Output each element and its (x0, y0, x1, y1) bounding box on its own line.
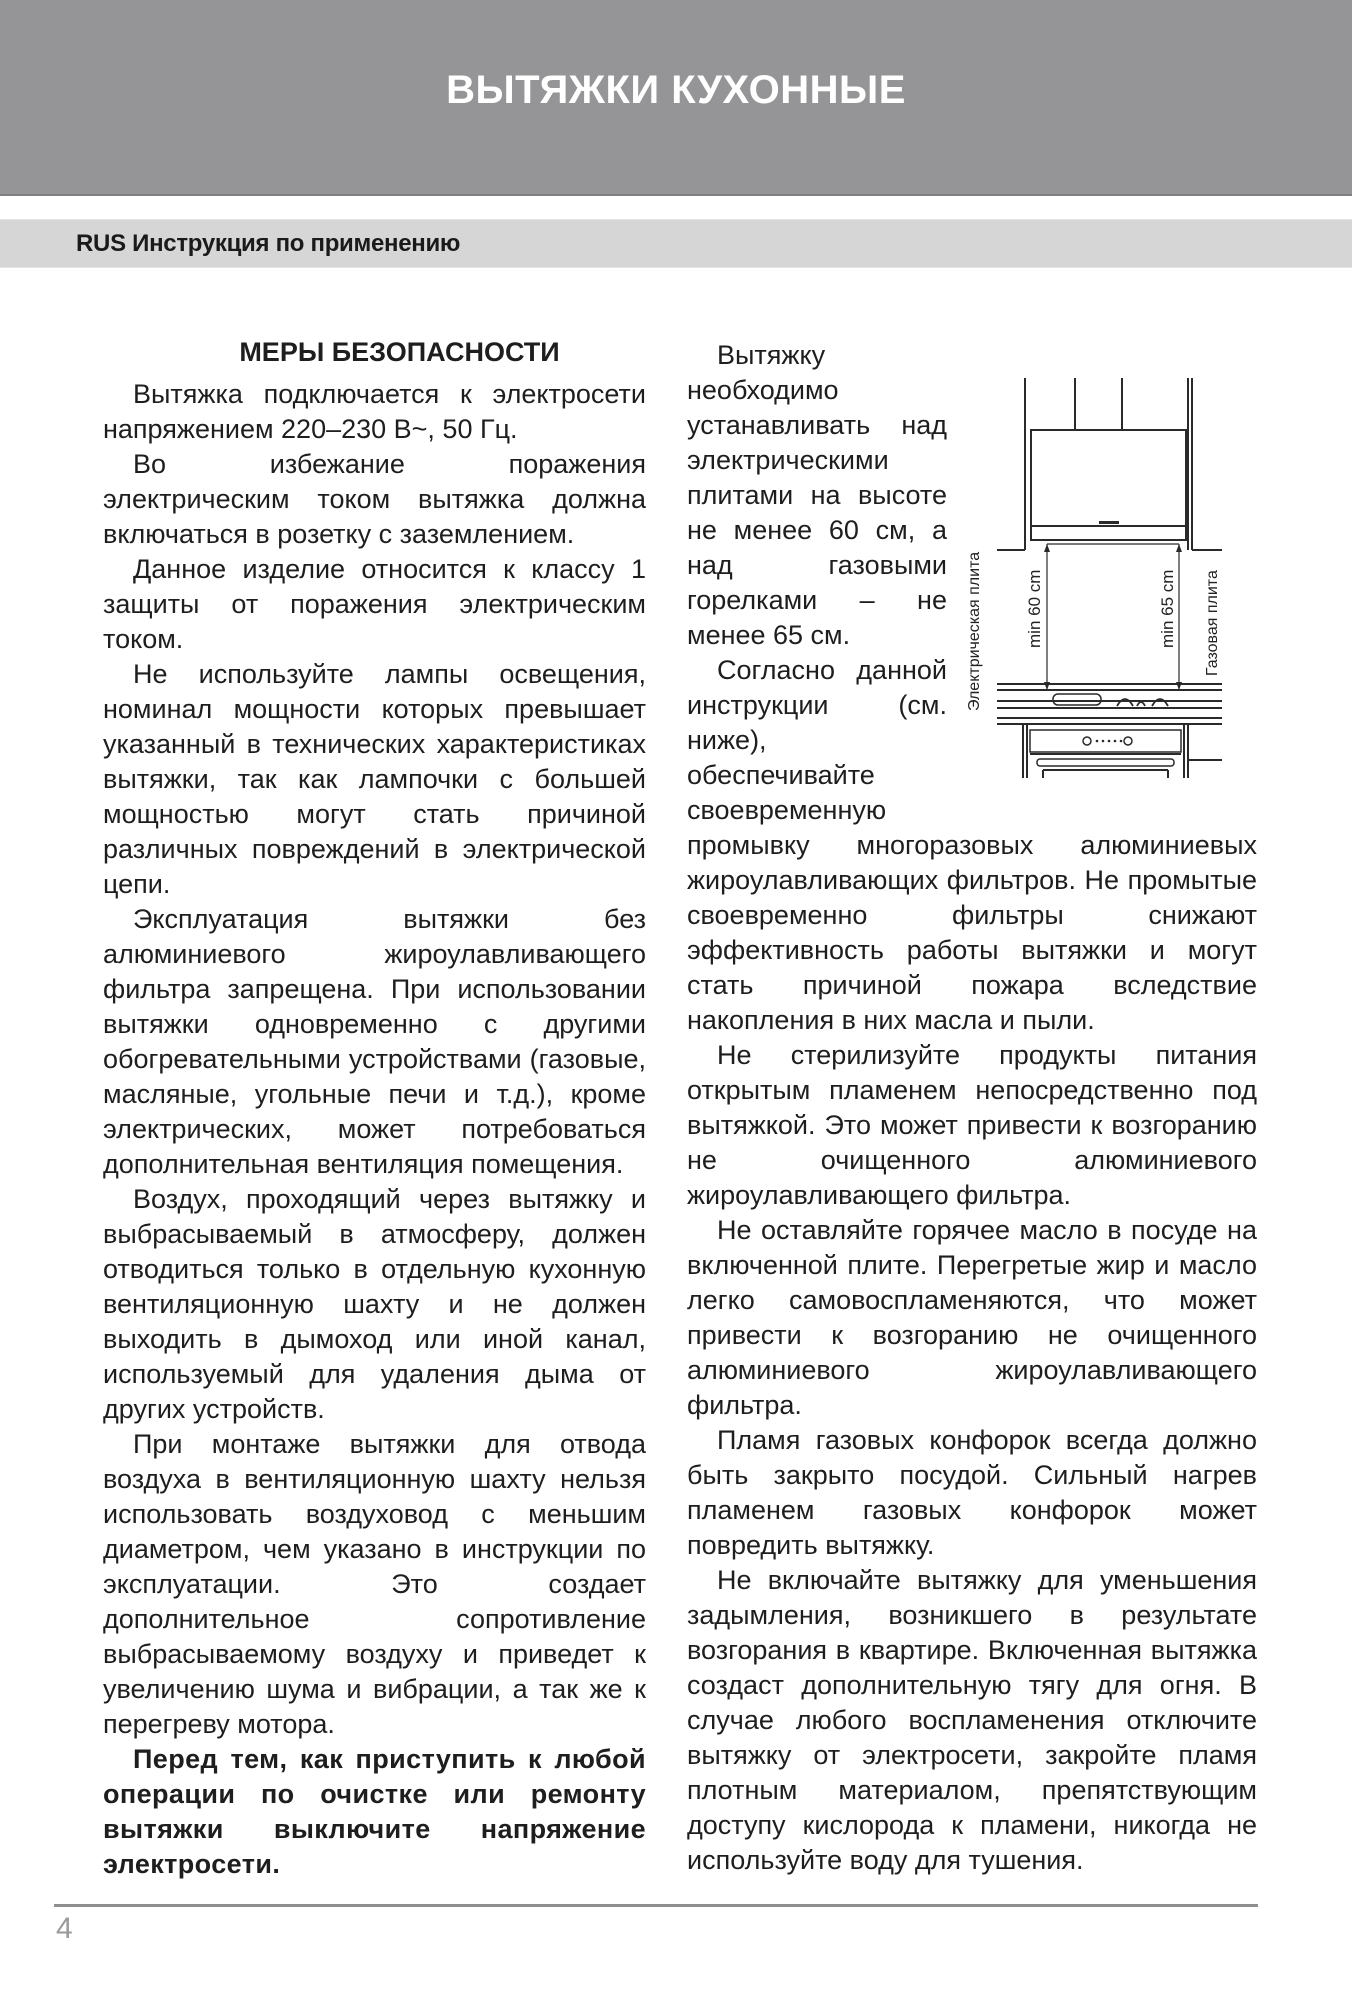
paragraph: При монтаже вытяжки для отвода воздуха в вентиляционную шахту нельзя использовать воздуховод с меньшим диаметром, чем указано в инструкции по эксплуатации. Это создает дополнительное сопротивление выбрасываемому воздуху и приведет к увеличению шума и вибрации, а так же к перегреву мотора. (103, 1429, 646, 1739)
paragraph: Согласно данной инструкции (см. ниже), обеспечивайте своевременную промывку многоразовых алюминиевых жироулавливающих фильтров. Не промытые своевременно фильтры снижают эффективность работы вытяжки и могут стать причиной пожара вследствие накопления в них масла и пыли. (687, 655, 1257, 1035)
dimension-label-65: min 65 cm (1158, 569, 1177, 648)
oven-control-panel (1030, 730, 1181, 752)
oven-dot (1120, 740, 1123, 743)
oven-dot (1114, 740, 1117, 743)
paragraph: Данное изделие относится к классу 1 защиты от поражения электрическим током. (103, 554, 646, 654)
oven-dot (1102, 740, 1105, 743)
paragraph: Пламя газовых конфорок всегда должно быть закрыто посудой. Сильный нагрев пламенем газовых конфорок может повредить вытяжку. (687, 1425, 1257, 1560)
left-column (103, 335, 646, 1882)
oven-knob-left (1083, 737, 1091, 745)
paragraph: Не стерилизуйте продукты питания открытым пламенем непосредственно под вытяжкой. Это может привести к возгоранию не очищенного алюминиевого жироулавливающего фильтра. (687, 1040, 1257, 1210)
paragraph: Не оставляйте горячее масло в посуде на включенной плите. Перегретые жир и масло легко самовоспламеняются, что может привести к возгоранию не очищенного алюминиевого жироулавливающего фильтра. (687, 1215, 1257, 1420)
dimension-label-60: min 60 cm (1025, 569, 1044, 648)
hood-installation-figure (947, 378, 1257, 778)
paragraph: Эксплуатация вытяжки без алюминиевого жироулавливающего фильтра запрещена. При использовании вытяжки одновременно с другими обогревательными устройствами (газовые, масляные, угольные печи и т.д.), кроме электрических, может потребоваться дополнительная вентиляция помещения. (103, 904, 646, 1179)
arrow-up-left-icon (1044, 544, 1050, 552)
page-number: 4 (56, 1912, 73, 1945)
oven-handle (1037, 759, 1174, 766)
warning-paragraph: Перед тем, как приступить к любой операции по очистке или ремонту вытяжки выключите напряжение электросети. (103, 1744, 646, 1879)
section-title: МЕРЫ БЕЗОПАСНОСТИ (239, 337, 560, 367)
paragraph: Вытяжку необходимо устанавливать над электрическими плитами на высоте не менее 60 см, а над газовыми горелками – не менее 65 см. (687, 340, 947, 650)
footer-divider (54, 1904, 1258, 1907)
oven-dot (1108, 740, 1111, 743)
arrow-down-left-icon (1044, 682, 1050, 690)
label-electric-stove: Электрическая плита (966, 551, 983, 711)
arrow-up-right-icon (1176, 544, 1182, 552)
electric-hob-plate (1053, 694, 1101, 705)
oven-dot (1096, 740, 1099, 743)
arrow-down-right-icon (1176, 682, 1182, 690)
paragraph: Не используйте лампы освещения, номинал мощности которых превышает указанный в технических характеристиках вытяжки, так как лампочки с большей мощностью могут стать причиной различных повреждений в электрической цепи. (103, 659, 646, 899)
right-column (687, 338, 1257, 1878)
paragraph: Во избежание поражения электрическим током вытяжка должна включаться в розетку с заземлением. (103, 449, 646, 549)
subheader-band (0, 219, 1352, 268)
oven-knob-right (1124, 737, 1132, 745)
label-gas-stove: Газовая плита (1204, 570, 1221, 676)
page-title: ВЫТЯЖКИ КУХОННЫЕ (446, 68, 906, 112)
paragraph: Не включайте вытяжку для уменьшения задымления, возникшего в результате возгорания в квартире. Включенная вытяжка создаст дополнительную тягу для огня. В случае любого воспламенения отключите вытяжку от электросети, закройте пламя плотным материалом, препятствующим доступу кислорода к пламени, никогда не используйте воду для тушения. (687, 1565, 1257, 1875)
subheader-title: RUS Инструкция по применению (76, 230, 461, 257)
hood-controls-icon (1099, 521, 1119, 524)
paragraph: Воздух, проходящий через вытяжку и выбрасываемый в атмосферу, должен отводиться только в отдельную кухонную вентиляционную шахту и не должен выходить в дымоход или иной канал, используемый для удаления дыма от других устройств. (103, 1184, 646, 1424)
paragraph: Вытяжка подключается к электросети напряжением 220–230 В~, 50 Гц. (103, 379, 646, 444)
header-band (0, 0, 1352, 196)
installation-diagram (957, 338, 1257, 813)
